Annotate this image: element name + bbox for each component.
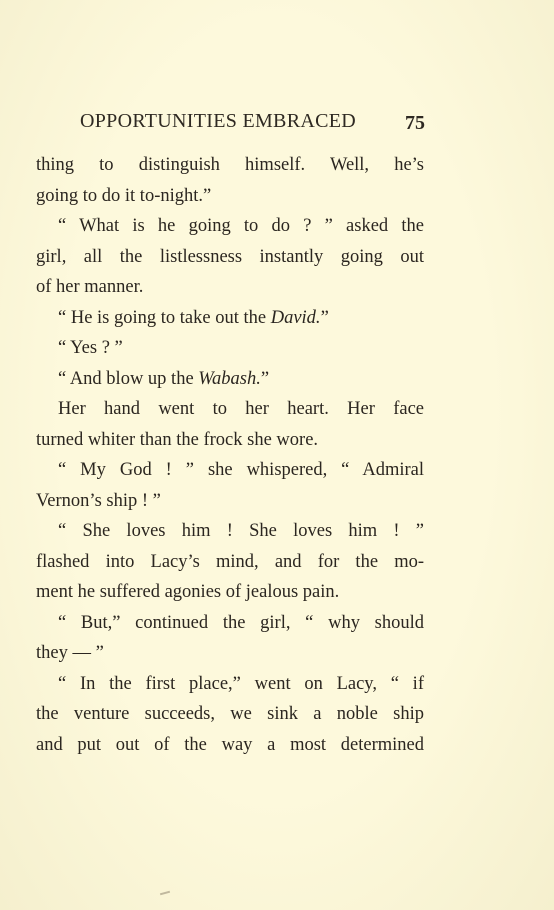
text-line: and put out of the way a most determined bbox=[36, 734, 424, 755]
ship-name-wabash: Wabash. bbox=[198, 368, 261, 389]
text-line: “ Yes ? ” bbox=[58, 338, 123, 358]
text-line: of her manner. bbox=[36, 277, 144, 297]
text-line: Her hand went to her heart. Her face bbox=[58, 399, 424, 419]
text-line: thing to distinguish himself. Well, he’s bbox=[36, 155, 424, 175]
text-line: “ She loves him ! She loves him ! ” bbox=[58, 521, 424, 541]
text-line: “ But,” continued the girl, “ why should bbox=[58, 612, 424, 633]
paper-blemish bbox=[160, 891, 170, 896]
text-fragment: ” bbox=[320, 307, 329, 328]
text-line: flashed into Lacy’s mind, and for the mo- bbox=[36, 551, 424, 572]
text-line: “ My God ! ” she whispered, “ Admiral bbox=[58, 460, 424, 480]
text-line: “ What is he going to do ? ” asked the bbox=[58, 216, 424, 236]
text-line bbox=[36, 303, 424, 334]
text-line: girl, all the listlessness instantly going out bbox=[36, 246, 424, 267]
text-line: going to do it to-night.” bbox=[36, 185, 212, 206]
text-fragment: “ He is going to take out the bbox=[58, 307, 267, 328]
page-number: 75 bbox=[405, 112, 425, 134]
page-header bbox=[80, 110, 425, 136]
text-line: they — ” bbox=[36, 643, 104, 663]
body-text bbox=[36, 150, 424, 760]
text-line: “ In the first place,” went on Lacy, “ if bbox=[58, 673, 424, 694]
text-line: Vernon’s ship ! ” bbox=[36, 490, 161, 511]
text-line bbox=[36, 364, 424, 395]
text-fragment: ” bbox=[260, 368, 270, 389]
text-line: ment he suffered agonies of jealous pain. bbox=[36, 582, 340, 602]
text-line: the venture succeeds, we sink a noble ship bbox=[36, 704, 424, 724]
running-head: OPPORTUNITIES EMBRACED bbox=[80, 110, 356, 132]
ship-name-david: David. bbox=[270, 307, 321, 328]
text-line: turned whiter than the frock she wore. bbox=[36, 429, 319, 450]
text-fragment: “ And blow up the bbox=[58, 368, 194, 389]
